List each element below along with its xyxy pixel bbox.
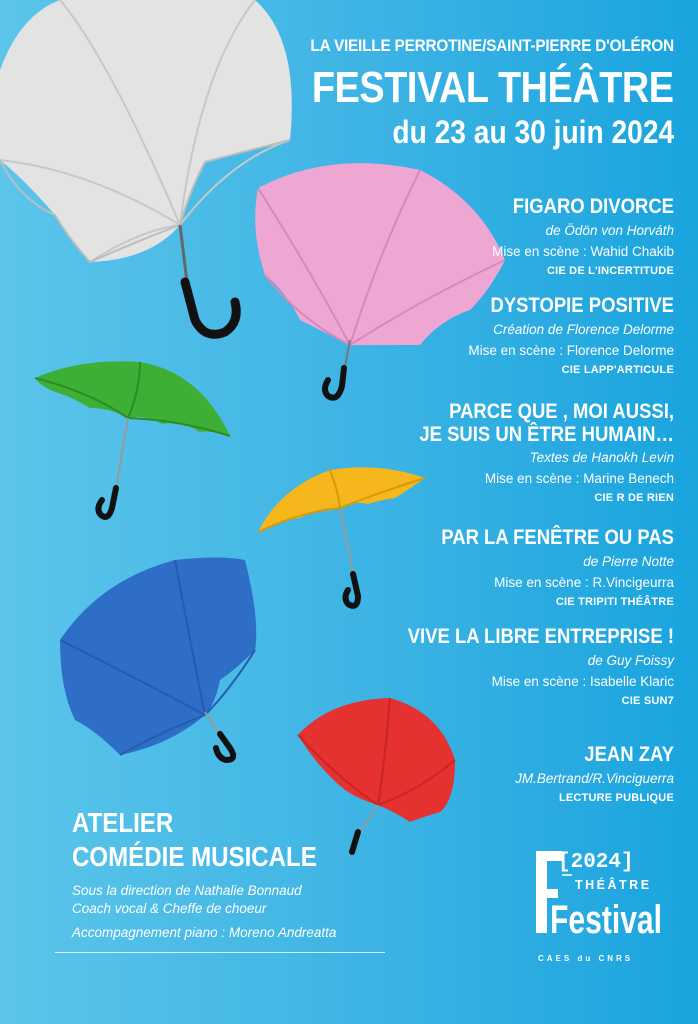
- logo-year: [2024]: [558, 851, 634, 874]
- show-author: Textes de Hanokh Levin: [529, 450, 674, 466]
- show-author: Création de Florence Delorme: [493, 321, 674, 337]
- show-author: de Guy Foissy: [587, 652, 674, 668]
- green-umbrella-icon: [35, 361, 230, 517]
- show-title: VIVE LA LIBRE ENTREPRISE !: [407, 625, 674, 648]
- show-director: Mise en scène : Wahid Chakib: [492, 243, 674, 259]
- atelier-piano: Accompagnement piano : Moreno Andreatta: [72, 925, 337, 941]
- show-dystopie-positive: [254, 295, 674, 376]
- show-title: JEAN ZAY: [584, 743, 674, 766]
- logo-festival: Festival: [550, 898, 662, 942]
- show-title: PARCE QUE , MOI AUSSI,: [449, 400, 674, 423]
- atelier-direction: Sous la direction de Nathalie Bonnaud: [72, 883, 302, 899]
- atelier-heading-1: ATELIER: [72, 807, 174, 838]
- show-director: Mise en scène : Florence Delorme: [468, 342, 674, 358]
- show-title-line2: JE SUIS UN ÊTRE HUMAIN…: [419, 422, 674, 446]
- show-par-la-fenetre: [254, 527, 674, 608]
- show-company: CIE SUN7: [621, 694, 674, 707]
- festival-dates: du 23 au 30 juin 2024: [392, 114, 674, 150]
- show-company: CIE DE L'INCERTITUDE: [546, 264, 674, 277]
- blue-umbrella-icon: [60, 558, 256, 761]
- show-author: JM.Bertrand/R.Vinciguerra: [515, 770, 674, 786]
- show-director: Mise en scène : Isabelle Klaric: [491, 673, 674, 689]
- show-director: Mise en scène : Marine Benech: [484, 471, 674, 487]
- venue-label: LA VIEILLE PERROTINE/SAINT-PIERRE D'OLÉRON: [310, 36, 674, 55]
- atelier-coach: Coach vocal & Cheffe de choeur: [72, 900, 267, 916]
- show-author: de Pierre Notte: [583, 553, 674, 569]
- logo-caes: CAES du CNRS: [538, 954, 634, 963]
- show-author: de Ödön von Horváth: [545, 222, 674, 238]
- show-company: CIE R DE RIEN: [594, 492, 674, 505]
- festival-logo: [530, 845, 670, 970]
- white-umbrella-icon: [0, 0, 292, 334]
- festival-title: FESTIVAL THÉÂTRE: [312, 63, 674, 112]
- show-figaro-divorce: [254, 196, 674, 277]
- show-title: FIGARO DIVORCE: [512, 195, 674, 218]
- show-parce-que-moi-aussi: [254, 401, 674, 504]
- atelier-heading-2: COMÉDIE MUSICALE: [72, 841, 317, 873]
- show-vive-la-libre-entreprise: [254, 626, 674, 707]
- atelier-divider: [55, 952, 385, 953]
- atelier-block: [72, 806, 357, 942]
- show-title: DYSTOPIE POSITIVE: [490, 294, 674, 317]
- show-company: CIE LAPP'ARTICULE: [561, 363, 674, 376]
- show-director: Mise en scène : R.Vincigeurra: [494, 574, 674, 590]
- show-company: LECTURE PUBLIQUE: [558, 791, 674, 804]
- show-title: PAR LA FENÊTRE OU PAS: [441, 526, 674, 549]
- logo-theatre: THÉÂTRE: [575, 878, 652, 892]
- show-company: CIE TRIPITI THÉÂTRE: [555, 595, 674, 608]
- show-jean-zay: [254, 744, 674, 804]
